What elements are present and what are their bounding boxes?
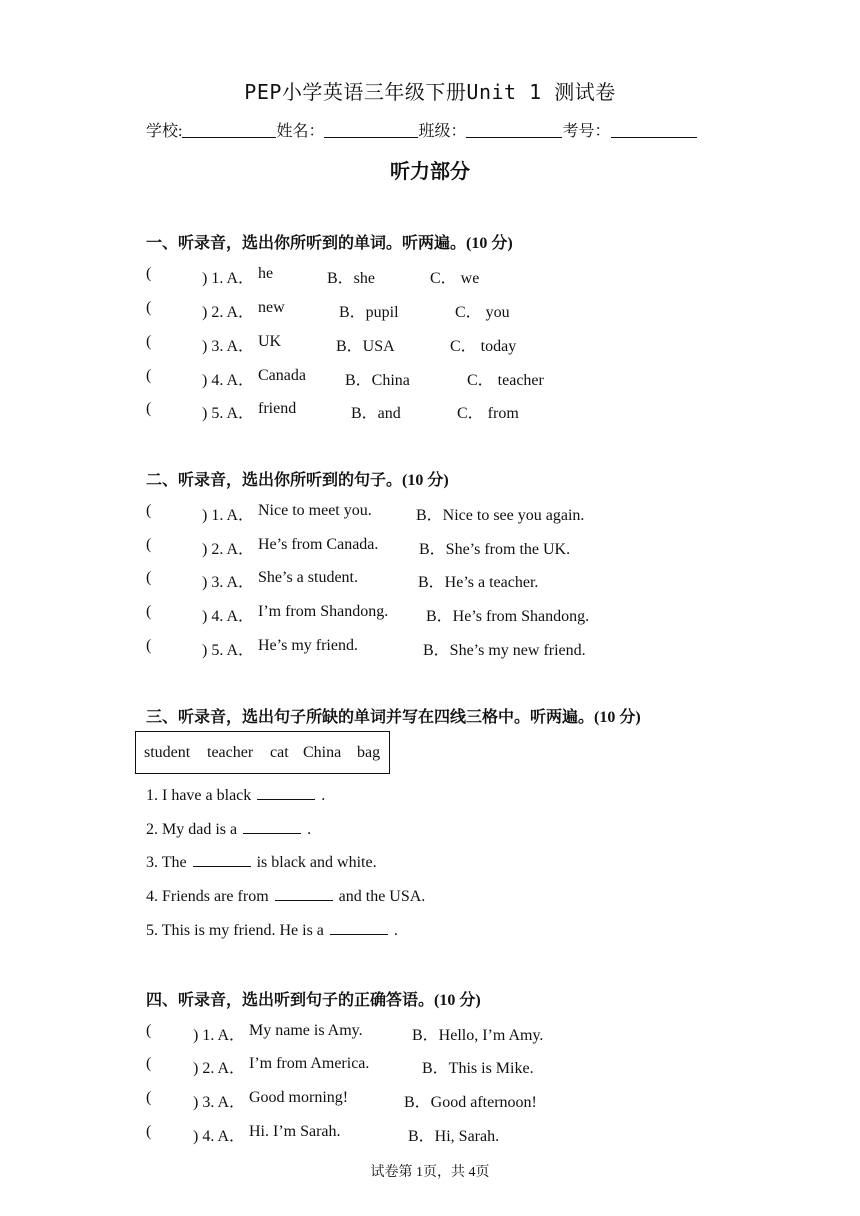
- number-label: 考号：: [562, 123, 611, 140]
- word-bank-word: cat: [270, 744, 289, 761]
- sentence-end: .: [321, 787, 326, 804]
- question-number: ) 4. A．: [202, 608, 255, 625]
- section-4-score: (10 分): [434, 992, 481, 1009]
- answer-blank[interactable]: [257, 785, 315, 800]
- option-a: new: [258, 299, 285, 316]
- answer-blank[interactable]: [193, 852, 251, 867]
- option-b: B．China: [345, 372, 410, 389]
- answer-paren[interactable]: (: [146, 603, 152, 620]
- option-b: B．pupil: [339, 304, 399, 321]
- question-number: ) 4. A．: [193, 1128, 246, 1145]
- answer-paren[interactable]: (: [146, 637, 152, 654]
- answer-paren[interactable]: (: [146, 1022, 152, 1039]
- section-4-title-text: 四、听录音，选出听到句子的正确答语。: [146, 990, 435, 1009]
- option-b: B．Hello, I’m Amy.: [412, 1027, 544, 1044]
- answer-paren[interactable]: (: [146, 299, 152, 316]
- section-1-title-text: 一、听录音，选出你所听到的单词。听两遍。: [146, 233, 467, 252]
- section-2-score: (10 分): [402, 472, 449, 489]
- sentence-end: and the USA.: [338, 888, 426, 905]
- option-a: he: [258, 265, 274, 282]
- option-a: She’s a student.: [258, 569, 358, 586]
- question-number: ) 1. A．: [202, 270, 255, 287]
- word-bank-box: [135, 731, 390, 774]
- sentence-start: 5. This is my friend. He is a: [146, 922, 324, 939]
- class-blank[interactable]: [466, 121, 562, 138]
- option-a: Hi. I’m Sarah.: [249, 1123, 341, 1140]
- option-b: B．USA: [336, 338, 395, 355]
- s3-question-4: [146, 886, 425, 906]
- option-c: C． you: [455, 304, 510, 321]
- option-b: B．she: [327, 270, 376, 287]
- question-number: ) 2. A．: [193, 1060, 246, 1077]
- option-b: B．She’s my new friend.: [423, 642, 586, 659]
- section-4-title: [146, 987, 481, 1010]
- option-a: My name is Amy.: [249, 1022, 363, 1039]
- s3-question-1: [146, 785, 325, 805]
- word-bank-word: student: [144, 744, 191, 761]
- option-b: B．She’s from the UK.: [419, 541, 571, 558]
- sentence-start: 2. My dad is a: [146, 821, 238, 838]
- word-bank-word: bag: [357, 744, 381, 761]
- option-b: B．and: [351, 405, 401, 422]
- question-number: ) 5. A．: [202, 405, 255, 422]
- answer-blank[interactable]: [330, 920, 388, 935]
- section-1-score: (10 分): [466, 235, 513, 252]
- option-b: B．Good afternoon!: [404, 1094, 537, 1111]
- word-bank-word: China: [303, 744, 342, 761]
- option-c: C． today: [450, 338, 517, 355]
- answer-paren[interactable]: (: [146, 1089, 152, 1106]
- question-number: ) 1. A．: [202, 507, 255, 524]
- option-a: Canada: [258, 367, 306, 384]
- question-number: ) 2. A．: [202, 541, 255, 558]
- question-number: ) 1. A．: [193, 1027, 246, 1044]
- section-2-title: [146, 467, 449, 490]
- option-a: Good morning!: [249, 1089, 349, 1106]
- question-number: ) 3. A．: [193, 1094, 246, 1111]
- section-3-title-text: 三、听录音，选出句子所缺的单词并写在四线三格中。听两遍。: [146, 707, 595, 726]
- answer-paren[interactable]: (: [146, 502, 152, 519]
- sentence-end: .: [393, 922, 398, 939]
- option-a: Nice to meet you.: [258, 502, 372, 519]
- answer-paren[interactable]: (: [146, 333, 152, 350]
- name-label: 姓名：: [276, 123, 325, 140]
- section-3-score: (10 分): [594, 709, 641, 726]
- option-b: B．Nice to see you again.: [416, 507, 585, 524]
- word-bank-word: teacher: [207, 744, 254, 761]
- sentence-start: 1. I have a black: [146, 787, 252, 804]
- question-number: ) 3. A．: [202, 574, 255, 591]
- answer-paren[interactable]: (: [146, 1055, 152, 1072]
- option-c: C． from: [457, 405, 519, 422]
- s3-question-5: [146, 920, 398, 940]
- sentence-end: .: [307, 821, 312, 838]
- option-a: He’s my friend.: [258, 637, 358, 654]
- section-1-title: [146, 230, 513, 253]
- name-blank[interactable]: [324, 121, 418, 138]
- question-number: ) 5. A．: [202, 642, 255, 659]
- s3-question-2: [146, 819, 311, 839]
- answer-paren[interactable]: (: [146, 400, 152, 417]
- sentence-start: 4. Friends are from: [146, 888, 269, 905]
- school-blank[interactable]: [182, 121, 276, 138]
- school-label: 学校:: [146, 123, 183, 140]
- exam-title: PEP小学英语三年级下册Unit 1 测试卷: [244, 80, 616, 104]
- answer-blank[interactable]: [243, 819, 301, 834]
- answer-paren[interactable]: (: [146, 536, 152, 553]
- part-title: 听力部分: [390, 159, 470, 183]
- answer-paren[interactable]: (: [146, 367, 152, 384]
- option-c: C． teacher: [467, 372, 544, 389]
- option-b: B．He’s a teacher.: [418, 574, 539, 591]
- answer-paren[interactable]: (: [146, 569, 152, 586]
- option-a: I’m from America.: [249, 1055, 370, 1072]
- student-info-line: [146, 118, 726, 141]
- question-number: ) 2. A．: [202, 304, 255, 321]
- option-c: C． we: [430, 270, 480, 287]
- answer-paren[interactable]: (: [146, 265, 152, 282]
- sentence-end: is black and white.: [256, 854, 377, 871]
- page-footer: 试卷第 1页，共 4页: [370, 1165, 490, 1180]
- answer-paren[interactable]: (: [146, 1123, 152, 1140]
- option-b: B．Hi, Sarah.: [408, 1128, 500, 1145]
- section-3-title: [146, 704, 641, 727]
- question-number: ) 4. A．: [202, 372, 255, 389]
- option-a: He’s from Canada.: [258, 536, 379, 553]
- option-a: I’m from Shandong.: [258, 603, 389, 620]
- option-b: B．This is Mike.: [422, 1060, 534, 1077]
- number-blank[interactable]: [611, 121, 697, 138]
- question-number: ) 3. A．: [202, 338, 255, 355]
- section-2-title-text: 二、听录音，选出你所听到的句子。: [146, 470, 403, 489]
- option-a: UK: [258, 333, 282, 350]
- class-label: 班级：: [418, 123, 467, 140]
- option-b: B．He’s from Shandong.: [426, 608, 590, 625]
- option-a: friend: [258, 400, 297, 417]
- s3-question-3: [146, 852, 377, 872]
- answer-blank[interactable]: [275, 886, 333, 901]
- sentence-start: 3. The: [146, 854, 187, 871]
